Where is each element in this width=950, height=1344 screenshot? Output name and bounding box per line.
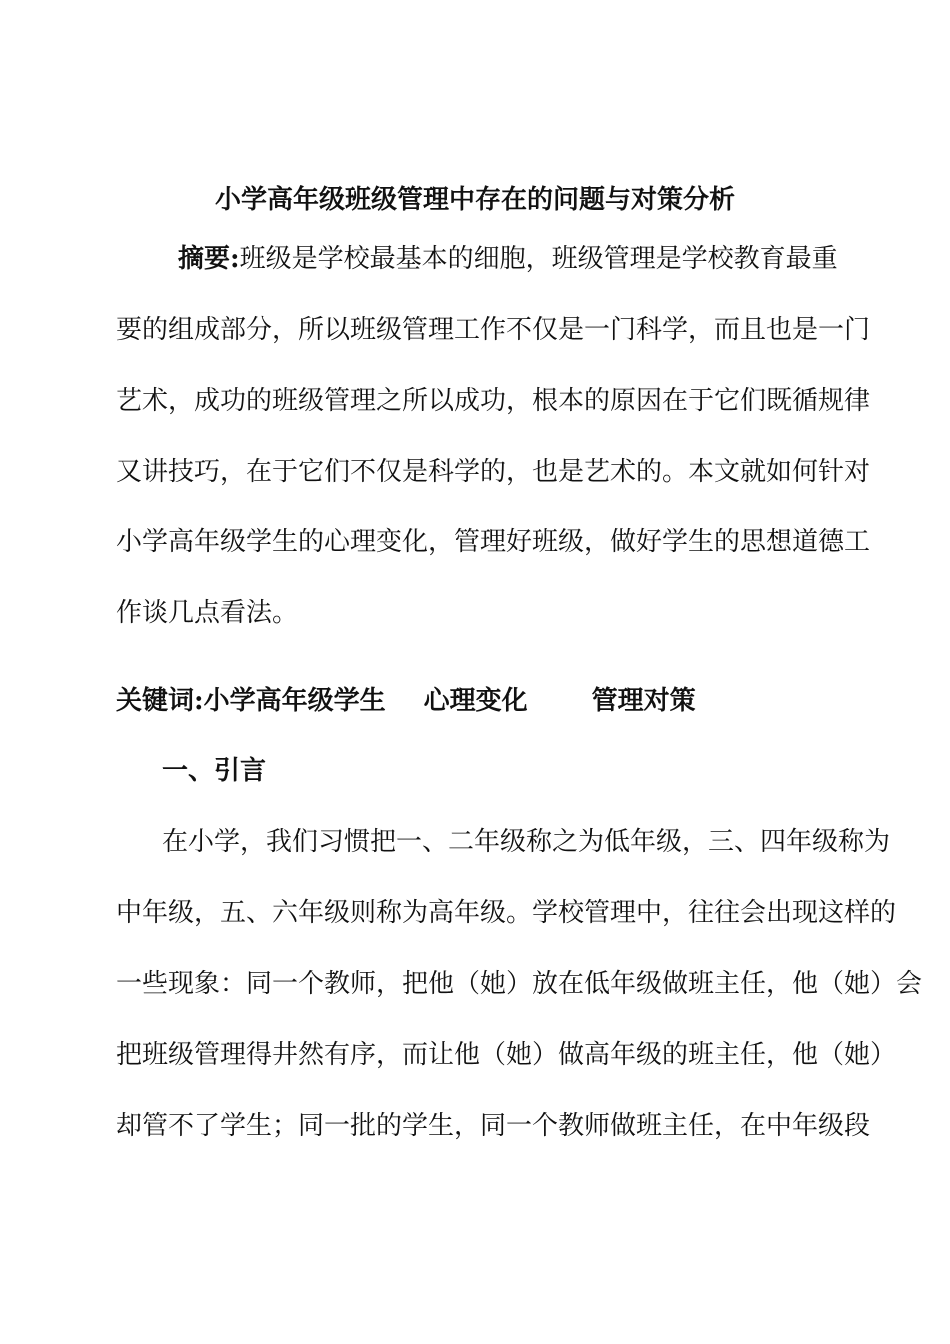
- section-line-5: 却管不了学生；同一批的学生，同一个教师做班主任，在中年级段: [116, 1111, 871, 1141]
- abstract-line-5: 小学高年级学生的心理变化，管理好班级，做好学生的思想道德工: [116, 527, 871, 557]
- abstract-line-4: 又讲技巧，在于它们不仅是科学的，也是艺术的。本文就如何针对: [116, 457, 871, 487]
- section-heading: 一、引言: [162, 756, 267, 786]
- section-line-4: 把班级管理得井然有序，而让他（她）做高年级的班主任，他（她）: [116, 1040, 897, 1070]
- abstract-line-2: 要的组成部分，所以班级管理工作不仅是一门科学，而且也是一门: [116, 315, 871, 345]
- abstract-label: 摘要:: [178, 244, 240, 274]
- document-title: 小学高年级班级管理中存在的问题与对策分析: [214, 185, 735, 215]
- abstract-line-1: [178, 239, 836, 279]
- keywords-line: [116, 681, 696, 721]
- keyword-2: 心理变化: [423, 686, 528, 716]
- keyword-3: 管理对策: [591, 686, 696, 716]
- abstract-line-3: 艺术，成功的班级管理之所以成功，根本的原因在于它们既循规律: [116, 386, 871, 416]
- keyword-1: 小学高年级学生: [203, 686, 386, 716]
- section-line-3: 一些现象：同一个教师，把他（她）放在低年级做班主任，他（她）会: [116, 969, 923, 999]
- section-line-1: 在小学，我们习惯把一、二年级称之为低年级，三、四年级称为: [162, 827, 891, 857]
- abstract-line-6: 作谈几点看法。: [116, 598, 299, 628]
- abstract-text-1: 班级是学校最基本的细胞，班级管理是学校教育最重: [239, 244, 838, 274]
- section-line-2: 中年级，五、六年级则称为高年级。学校管理中，往往会出现这样的: [116, 898, 897, 928]
- keywords-label: 关键词:: [116, 686, 204, 716]
